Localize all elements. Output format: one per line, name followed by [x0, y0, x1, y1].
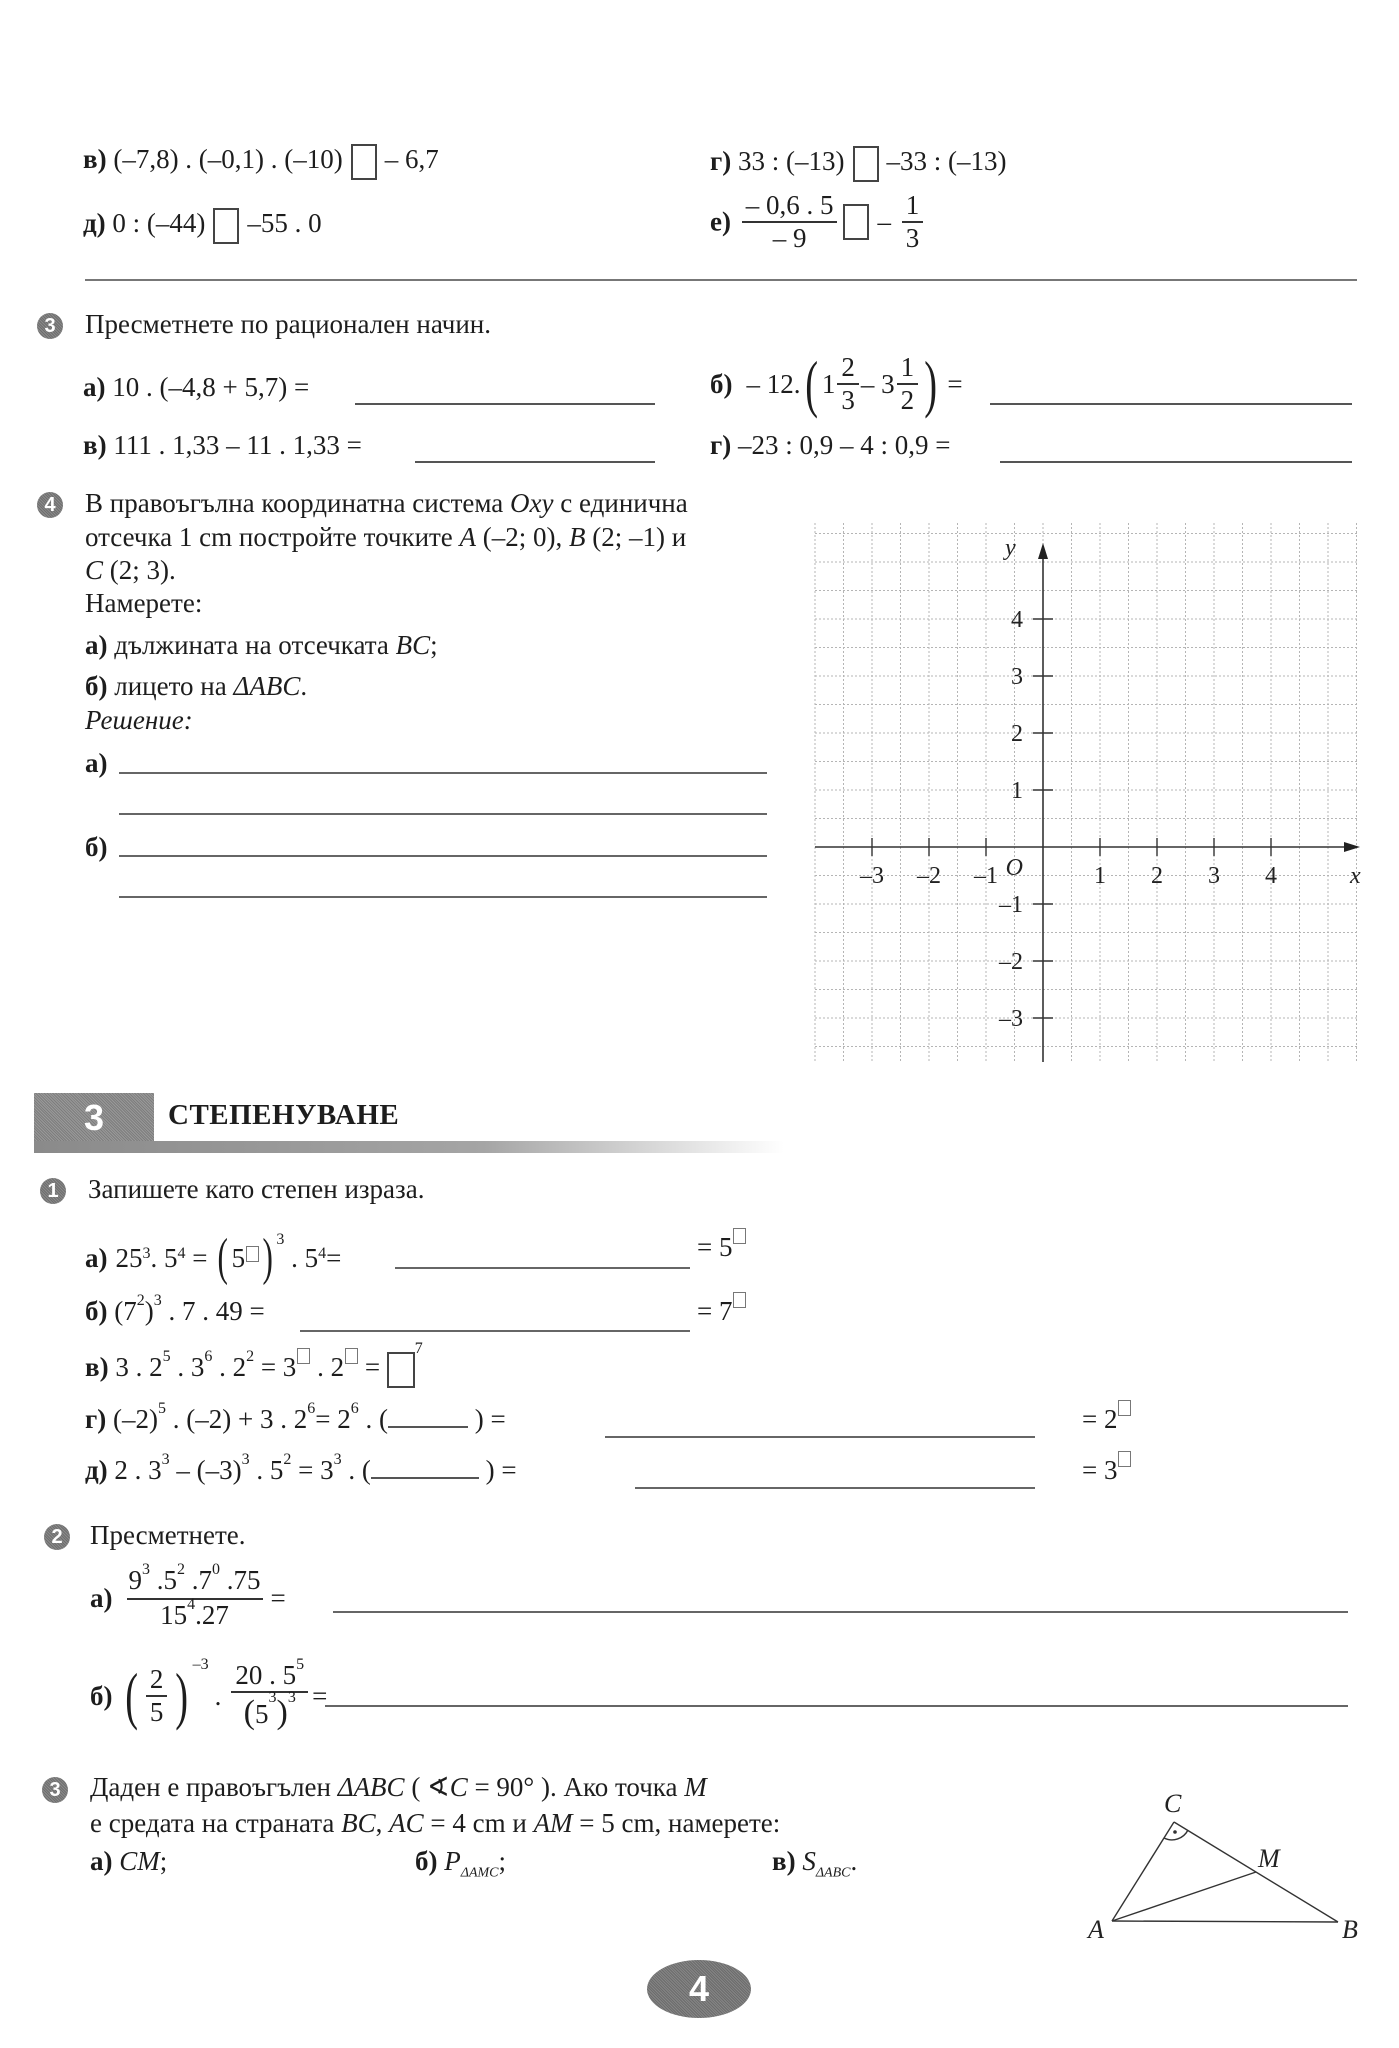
item-label: г) [710, 430, 732, 460]
exponent: 4 [318, 1245, 327, 1262]
answer-line[interactable] [119, 813, 767, 815]
ticks [872, 619, 1271, 1018]
comparison-box[interactable] [351, 144, 377, 180]
text: . 5 [150, 1242, 178, 1273]
exponent: 3 [268, 1689, 277, 1707]
x-tick-label: 2 [1151, 863, 1163, 889]
exponent: 3 [142, 1245, 151, 1262]
problem3-v [83, 430, 362, 461]
answer-line[interactable] [325, 1705, 1348, 1707]
text: = 4 cm и [423, 1808, 534, 1838]
base: 5 [231, 1242, 246, 1273]
operator: – 3 [860, 368, 895, 399]
problem-prompt: Запишете като степен израза. [88, 1174, 425, 1204]
text: = [185, 1242, 215, 1273]
item-label: а) [90, 1846, 113, 1876]
exponent-box[interactable] [733, 1292, 746, 1308]
s3-qb [415, 1846, 506, 1881]
answer-line[interactable] [415, 460, 655, 463]
y-tick-label: 3 [1011, 664, 1023, 690]
segment: BC [395, 630, 431, 660]
text: ; [430, 630, 438, 660]
text: = 3 [1082, 1455, 1118, 1485]
fraction-numerator [127, 1561, 263, 1600]
problem3-g [710, 430, 951, 461]
y-tick-label: –2 [999, 949, 1023, 975]
item-label: в) [85, 1352, 109, 1383]
item-label: д) [83, 208, 106, 239]
problem-number-badge: 2 [44, 1524, 70, 1550]
text: 2 . 3 [114, 1455, 162, 1485]
grid-lines [815, 523, 1358, 1062]
answer-line[interactable] [605, 1436, 1035, 1438]
triangle: ΔABC [233, 671, 301, 701]
fraction-numerator: 2 [146, 1664, 168, 1697]
right-angle-dot [1173, 1830, 1177, 1834]
expr-right: –55 . 0 [247, 208, 322, 239]
fraction-rhs [902, 190, 924, 254]
segment: AC [389, 1808, 424, 1838]
y-axis-label: y [1005, 535, 1016, 561]
text: . ( [358, 1404, 388, 1434]
x-axis-label: x [1350, 863, 1361, 889]
fraction-denominator: 3 [905, 223, 920, 254]
text: отсечка 1 cm постройте точките [85, 522, 460, 552]
x-tick-label: 3 [1208, 863, 1220, 889]
text: . 7 . 49 = [161, 1296, 265, 1326]
answer-line[interactable] [990, 402, 1352, 405]
solution-label: Решение: [85, 705, 193, 735]
subscript: ΔAMC [460, 1865, 499, 1881]
side-ab [1112, 1921, 1338, 1922]
text: . 5 [284, 1242, 319, 1273]
exponent: 4 [177, 1245, 186, 1262]
text: = [358, 1352, 387, 1383]
answer-line[interactable] [333, 1611, 1348, 1613]
base-box[interactable] [387, 1352, 415, 1388]
text: .5 [150, 1565, 177, 1595]
section-title: СТЕПЕНУВАНЕ [168, 1099, 400, 1131]
question-a [85, 630, 438, 661]
text: CM [119, 1846, 160, 1876]
triangle: ΔABC [337, 1772, 405, 1802]
item-label: б) [710, 368, 733, 399]
fraction-numerator: 1 [902, 190, 924, 223]
s2-a [90, 1561, 286, 1631]
item-label: в) [772, 1846, 796, 1876]
text: (–2) [113, 1404, 158, 1434]
s3-line2 [90, 1808, 780, 1839]
fraction-denominator: 3 [841, 385, 855, 416]
text: 5 [255, 1699, 269, 1730]
text: (7 [114, 1296, 137, 1326]
point-m: M [684, 1772, 707, 1802]
expr-left: 33 : (–13) [738, 146, 845, 177]
exponent-box[interactable] [345, 1348, 358, 1364]
text: – (–3) [169, 1455, 242, 1485]
exponent-box[interactable] [297, 1348, 310, 1364]
x-tick-label: 1 [1094, 863, 1106, 889]
y-tick-label: 2 [1011, 721, 1023, 747]
text: P [444, 1846, 461, 1876]
fraction [897, 352, 919, 416]
result [697, 1232, 746, 1263]
answer-line[interactable] [119, 772, 767, 774]
expr-left: 0 : (–44) [112, 208, 206, 239]
problem-number-badge: 3 [42, 1777, 68, 1803]
text: 9 [128, 1565, 142, 1595]
expression: 111 . 1,33 – 11 . 1,33 = [113, 430, 362, 460]
y-tick-label: –1 [999, 892, 1023, 918]
right-paren: ) [924, 348, 938, 420]
text: ) = [478, 1455, 517, 1485]
expr-right: – 6,7 [384, 144, 439, 175]
fraction-denominator: – 9 [772, 223, 807, 254]
item-label: а) [85, 630, 108, 660]
text: .27 [195, 1600, 229, 1631]
fraction-denominator: $(5^3)^3$ [243, 1689, 296, 1732]
text: е средата на страната [90, 1808, 342, 1838]
fraction-numerator: – 0,6 . 5 [742, 190, 838, 223]
item-label: е) [710, 206, 731, 237]
problem-number-badge: 1 [40, 1178, 66, 1204]
item-label: б) [85, 1296, 108, 1326]
fraction-lhs [742, 190, 838, 254]
exponent: 3 [276, 1231, 285, 1248]
exponent: 4 [187, 1596, 196, 1614]
coords: (2; –1) и [585, 522, 687, 552]
item-label: г) [710, 146, 732, 177]
point-a: A [459, 522, 477, 552]
y-tick-label: 1 [1011, 778, 1023, 804]
text: ( ∢ [404, 1772, 450, 1802]
question-b [85, 671, 307, 702]
exponent: 5 [162, 1348, 171, 1365]
text: ) = [467, 1404, 506, 1434]
left-paren: ( [804, 348, 818, 420]
point-m-label: M [1258, 1844, 1280, 1873]
triangle-figure [1060, 1760, 1360, 1940]
minus-sign: – [877, 206, 891, 237]
right-paren: ) [262, 1229, 273, 1286]
page-number: 4 [647, 1960, 751, 2018]
answer-line[interactable] [119, 896, 767, 898]
problem4-line2 [85, 522, 686, 553]
exponent: 7 [414, 1340, 423, 1357]
section-underline [34, 1141, 784, 1153]
expression: –23 : 0,9 – 4 : 0,9 = [738, 430, 951, 460]
fraction-numerator: 1 [897, 352, 919, 385]
text: .75 [220, 1565, 261, 1595]
text: . [850, 1846, 858, 1876]
problem4-line1 [85, 488, 688, 519]
s3-line1 [90, 1772, 707, 1803]
exponent: 3 [287, 1689, 296, 1707]
problem-prompt: Пресметнете по рационален начин. [85, 309, 491, 339]
exponent: 2 [283, 1451, 292, 1468]
item-d [83, 208, 322, 244]
axis-labels [859, 535, 1361, 1032]
expr-left: (–7,8) . (–0,1) . (–10) [113, 144, 343, 175]
s1-v [85, 1340, 423, 1388]
x-tick-label: –3 [860, 863, 884, 889]
item-label: б) [415, 1846, 438, 1876]
exponent: –3 [192, 1656, 209, 1673]
comparison-box[interactable] [213, 208, 239, 244]
item-label: б) [90, 1680, 113, 1711]
s1-a [85, 1229, 342, 1286]
x-tick-label: –1 [974, 863, 998, 889]
text: 25 [115, 1242, 143, 1273]
item-label: г) [85, 1404, 107, 1434]
problem3-a [83, 372, 309, 403]
expression: 10 . (–4,8 + 5,7) = [112, 372, 310, 402]
origin-label: O [1005, 855, 1023, 881]
s1-g [85, 1400, 506, 1435]
text: = 5 cm, намерете: [572, 1808, 781, 1838]
problem-prompt: Пресметнете. [90, 1520, 246, 1550]
left-paren: ( [217, 1229, 229, 1286]
fraction-denominator: 5 [149, 1697, 164, 1728]
exponent-box[interactable] [733, 1228, 746, 1244]
fraction [127, 1561, 263, 1631]
answer-line[interactable] [1000, 460, 1352, 463]
text: 20 . 5 [235, 1660, 297, 1690]
equals: = [947, 368, 963, 399]
side-ac [1112, 1822, 1174, 1921]
text: . [214, 1680, 222, 1711]
item-label: д) [85, 1455, 108, 1485]
problem-number-badge: 4 [37, 492, 63, 518]
axes [815, 543, 1360, 1062]
text: = 7 [697, 1296, 733, 1326]
comparison-box[interactable] [853, 146, 879, 182]
item-label: а) [90, 1582, 113, 1613]
exponent: 6 [307, 1400, 316, 1417]
equals: = [312, 1680, 328, 1711]
comparison-box[interactable] [843, 204, 869, 240]
s1-b [85, 1292, 265, 1327]
left-paren: ( [124, 1660, 138, 1732]
text: . [300, 671, 308, 701]
text: дължината на отсечката [114, 630, 396, 660]
answer-line[interactable] [355, 402, 655, 405]
vertex-c-label: C [1164, 1789, 1182, 1818]
text: лицето на [114, 671, 234, 701]
text: ; [159, 1846, 168, 1876]
item-label: а) [85, 1242, 108, 1273]
exponent: 5 [158, 1400, 166, 1417]
segment: AM [533, 1808, 573, 1838]
point-b: B [569, 522, 586, 552]
vertex-a-label: A [1088, 1915, 1104, 1940]
answer-line[interactable] [635, 1487, 1035, 1489]
exponent-box[interactable] [1118, 1451, 1131, 1467]
text: В правоъгълна координатна система [85, 488, 511, 518]
exponent: 3 [161, 1451, 170, 1468]
right-paren: ) [175, 1660, 189, 1732]
solution-b-label: б) [85, 832, 108, 862]
vertex: C [449, 1772, 468, 1802]
s1-d [85, 1451, 517, 1486]
exponent: 2 [177, 1561, 185, 1578]
exponent: 3 [333, 1451, 342, 1468]
text: = 5 [697, 1232, 733, 1262]
text: = 3 [291, 1455, 334, 1485]
s2-b [90, 1656, 328, 1732]
answer-line[interactable] [371, 1476, 479, 1479]
coords: (2; 3). [103, 555, 176, 585]
item-g [710, 146, 1006, 182]
equals: = [270, 1582, 286, 1613]
fraction [146, 1664, 168, 1728]
text: с единична [553, 488, 688, 518]
fraction-denominator [156, 1596, 233, 1631]
exponent: 0 [212, 1561, 220, 1578]
exponent: 3 [153, 1292, 162, 1309]
subscript: ΔABC [815, 1865, 851, 1881]
problem-number-badge: 3 [37, 313, 63, 339]
s3-qv [772, 1846, 857, 1881]
section-divider [85, 279, 1357, 281]
fraction-numerator: 2 [837, 352, 859, 385]
x-axis-arrow-icon [1344, 842, 1360, 852]
item-v [83, 144, 439, 180]
text: . ( [341, 1455, 371, 1485]
y-tick-label: 4 [1011, 607, 1023, 633]
item-label: в) [83, 430, 107, 460]
text: . 3 [170, 1352, 205, 1383]
answer-line[interactable] [119, 855, 767, 857]
exponent-box[interactable] [1118, 1400, 1131, 1416]
text: . 2 [212, 1352, 247, 1383]
fraction [837, 352, 859, 416]
text: . (–2) + 3 . 2 [166, 1404, 308, 1434]
y-axis-arrow-icon [1038, 543, 1048, 559]
solution-a-label: а) [85, 748, 108, 778]
exponent: 2 [246, 1348, 255, 1365]
answer-line[interactable] [388, 1425, 468, 1428]
text: = 2 [1082, 1404, 1118, 1434]
exponent: 6 [350, 1400, 359, 1417]
text: . 2 [310, 1352, 345, 1383]
find-label: Намерете: [85, 588, 203, 618]
vertex-b-label: B [1342, 1915, 1358, 1940]
text: = 90° ). Ако точка [467, 1772, 685, 1802]
text: 15 [160, 1600, 188, 1631]
text: . 5 [249, 1455, 284, 1485]
x-tick-label: –2 [917, 863, 941, 889]
y-tick-label: –3 [999, 1006, 1023, 1032]
exponent: 3 [241, 1451, 250, 1468]
segment: BC [341, 1808, 376, 1838]
exponent: 5 [296, 1656, 305, 1673]
coords: (–2; 0), [476, 522, 570, 552]
item-e [710, 190, 927, 254]
exponent: 6 [204, 1348, 213, 1365]
result [1082, 1404, 1131, 1435]
text: = 3 [254, 1352, 297, 1383]
exponent: 3 [142, 1561, 150, 1578]
problem4-line3 [85, 555, 176, 586]
text: ; [498, 1846, 507, 1876]
text: .7 [185, 1565, 212, 1595]
item-label: а) [83, 372, 106, 402]
text: = [326, 1242, 342, 1273]
s3-qa [90, 1846, 167, 1877]
text: 3 . 2 [115, 1352, 163, 1383]
answer-line[interactable] [395, 1267, 690, 1269]
item-label: в) [83, 144, 107, 175]
text: , [375, 1808, 390, 1838]
result [1082, 1455, 1131, 1486]
fraction-denominator: 2 [900, 385, 915, 416]
point-c: C [85, 555, 104, 585]
expr-right: –33 : (–13) [886, 146, 1007, 177]
fraction [231, 1656, 308, 1732]
text: Даден е правоъгълен [90, 1772, 338, 1802]
section-number: 3 [83, 1097, 105, 1138]
system-name: Oxy [510, 488, 554, 518]
expression-prefix: – 12. [746, 368, 801, 399]
item-label: б) [85, 671, 108, 701]
exponent-box[interactable] [246, 1246, 259, 1262]
answer-line[interactable] [300, 1330, 690, 1332]
text: S [802, 1846, 816, 1876]
result [697, 1296, 746, 1327]
mixed-whole-1: 1 [821, 368, 836, 399]
x-tick-label: 4 [1265, 863, 1277, 889]
text: = 2 [315, 1404, 351, 1434]
text: ) [144, 1296, 154, 1326]
problem3-b [710, 348, 963, 420]
exponent: 2 [136, 1292, 145, 1309]
median-am [1112, 1872, 1256, 1921]
